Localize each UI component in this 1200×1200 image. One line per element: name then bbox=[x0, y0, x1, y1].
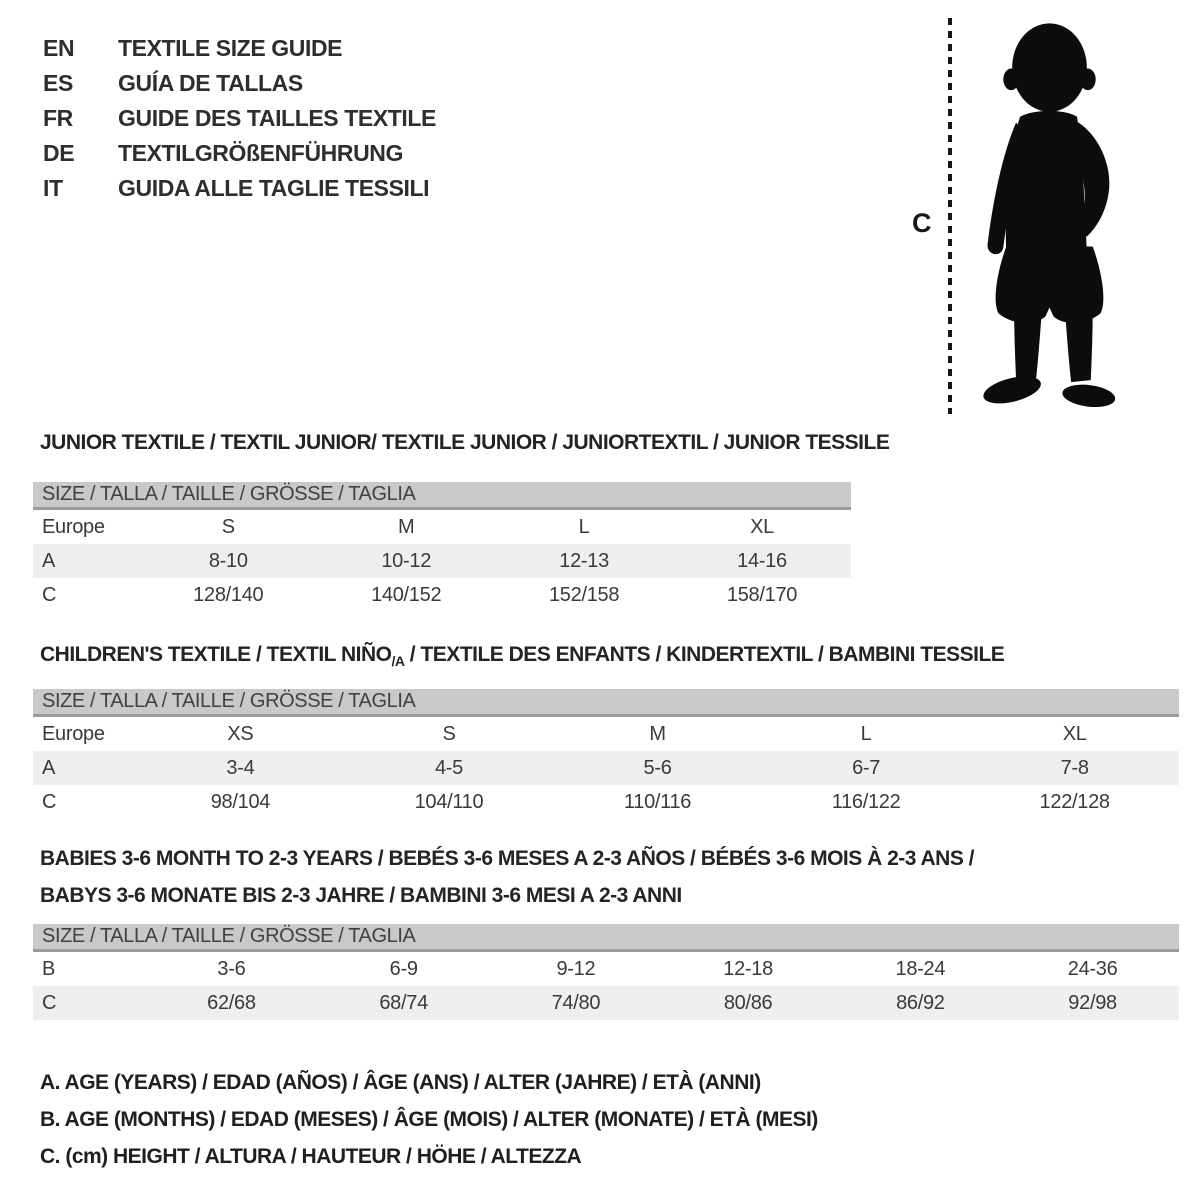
table-cell: 140/152 bbox=[371, 583, 442, 606]
column-header: XL bbox=[1062, 722, 1087, 745]
junior-size-table bbox=[33, 482, 851, 612]
junior-section-title: JUNIOR TEXTILE / TEXTIL JUNIOR/ TEXTILE JUNIOR / JUNIORTEXTIL / JUNIOR TESSILE bbox=[40, 431, 890, 454]
table-cell: 158/170 bbox=[726, 583, 798, 606]
table-cell: 3-4 bbox=[226, 756, 255, 779]
table-cell: 18-24 bbox=[895, 957, 946, 980]
table-cell: 7-8 bbox=[1060, 756, 1089, 779]
column-header: XS bbox=[227, 722, 254, 745]
legend-line-age-years: A. AGE (YEARS) / EDAD (AÑOS) / ÂGE (ANS) / ALTER (JAHRE) / ETÀ (ANNI) bbox=[40, 1071, 761, 1094]
column-header: M bbox=[649, 722, 666, 745]
row-label: C bbox=[42, 790, 57, 813]
children-title-pre: CHILDREN'S TEXTILE / TEXTIL NIÑO bbox=[40, 643, 392, 666]
table-cell: 80/86 bbox=[723, 991, 773, 1014]
height-measure-dashed-line bbox=[948, 18, 952, 414]
guide-title-fr: GUIDE DES TAILLES TEXTILE bbox=[118, 105, 436, 131]
height-measure-label: C bbox=[912, 208, 932, 238]
row-label: B bbox=[42, 957, 56, 980]
table-row-columns bbox=[33, 510, 851, 544]
size-header-bar: SIZE / TALLA / TAILLE / GRÖSSE / TAGLIA bbox=[33, 482, 851, 510]
table-cell: 9-12 bbox=[556, 957, 596, 980]
table-row-height bbox=[33, 986, 1179, 1020]
table-cell: 14-16 bbox=[737, 549, 787, 572]
children-title-post: / TEXTILE DES ENFANTS / KINDERTEXTIL / BAMBINI TESSILE bbox=[404, 643, 1005, 666]
table-cell: 62/68 bbox=[207, 991, 256, 1014]
lang-code: FR bbox=[43, 105, 73, 131]
column-header-region: Europe bbox=[42, 515, 105, 538]
guide-title-es: GUÍA DE TALLAS bbox=[118, 70, 303, 96]
lang-code: DE bbox=[43, 140, 75, 166]
table-cell: 86/92 bbox=[896, 991, 945, 1014]
table-row-age bbox=[33, 751, 1179, 785]
babies-size-table bbox=[33, 924, 1179, 1020]
row-label: A bbox=[42, 756, 56, 779]
legend-block bbox=[40, 1064, 818, 1175]
row-label: A bbox=[42, 549, 56, 572]
table-row-height bbox=[33, 785, 1179, 819]
children-section-title bbox=[40, 643, 1004, 669]
table-cell: 5-6 bbox=[643, 756, 672, 779]
table-row-columns bbox=[33, 717, 1179, 751]
table-cell: 110/116 bbox=[623, 790, 692, 813]
children-size-table bbox=[33, 689, 1179, 819]
guide-title-en: TEXTILE SIZE GUIDE bbox=[118, 35, 343, 61]
column-header: S bbox=[442, 722, 456, 745]
table-cell: 12-13 bbox=[559, 549, 609, 572]
table-row-age bbox=[33, 544, 851, 578]
table-cell: 74/80 bbox=[551, 991, 601, 1014]
table-cell: 152/158 bbox=[548, 583, 620, 606]
column-header: L bbox=[578, 515, 590, 538]
table-cell: 10-12 bbox=[381, 549, 432, 572]
table-cell: 3-6 bbox=[217, 957, 246, 980]
babies-section-title bbox=[40, 840, 974, 914]
lang-row-es bbox=[43, 66, 436, 101]
children-title-subscript: /A bbox=[391, 653, 405, 669]
table-cell: 122/128 bbox=[1039, 790, 1110, 813]
table-cell: 116/122 bbox=[831, 790, 901, 813]
table-cell: 92/98 bbox=[1068, 991, 1117, 1014]
size-header-bar: SIZE / TALLA / TAILLE / GRÖSSE / TAGLIA bbox=[33, 689, 1179, 717]
guide-title-it: GUIDA ALLE TAGLIE TESSILI bbox=[118, 175, 430, 201]
table-cell: 68/74 bbox=[379, 991, 428, 1014]
row-label: C bbox=[42, 583, 57, 606]
size-header-bar: SIZE / TALLA / TAILLE / GRÖSSE / TAGLIA bbox=[33, 924, 1179, 952]
legend-line-age-months: B. AGE (MONTHS) / EDAD (MESES) / ÂGE (MOIS) / ALTER (MONATE) / ETÀ (MESI) bbox=[40, 1108, 818, 1131]
lang-row-fr bbox=[43, 101, 436, 136]
babies-title-line1: BABIES 3-6 MONTH TO 2-3 YEARS / BEBÉS 3-6 MESES A 2-3 AÑOS / BÉBÉS 3-6 MOIS À 2-3 ANS / bbox=[40, 847, 975, 870]
lang-row-en bbox=[43, 31, 436, 66]
table-cell: 4-5 bbox=[434, 756, 463, 779]
column-header: S bbox=[221, 515, 235, 538]
babies-title-line2: BABYS 3-6 MONATE BIS 2-3 JAHRE / BAMBINI 3-6 MESI A 2-3 ANNI bbox=[40, 884, 682, 907]
table-row-age-months bbox=[33, 952, 1179, 986]
table-cell: 8-10 bbox=[208, 549, 248, 572]
table-cell: 128/140 bbox=[193, 583, 264, 606]
language-title-block bbox=[43, 31, 436, 206]
lang-row-de bbox=[43, 136, 436, 171]
table-cell: 98/104 bbox=[210, 790, 271, 813]
lang-row-it bbox=[43, 171, 436, 206]
legend-line-height: C. (cm) HEIGHT / ALTURA / HAUTEUR / HÖHE / ALTEZZA bbox=[40, 1145, 582, 1168]
table-cell: 6-9 bbox=[389, 957, 418, 980]
row-label: C bbox=[42, 991, 57, 1014]
lang-code: EN bbox=[43, 35, 75, 61]
table-cell: 12-18 bbox=[723, 957, 773, 980]
column-header: M bbox=[398, 515, 415, 538]
table-cell: 24-36 bbox=[1067, 957, 1118, 980]
lang-code: ES bbox=[43, 70, 73, 96]
column-header: L bbox=[860, 722, 872, 745]
toddler-silhouette-icon bbox=[963, 16, 1135, 414]
lang-code: IT bbox=[43, 175, 63, 201]
column-header-region: Europe bbox=[42, 722, 105, 745]
table-cell: 6-7 bbox=[852, 756, 881, 779]
guide-title-de: TEXTILGRÖßENFÜHRUNG bbox=[118, 140, 403, 166]
table-row-height bbox=[33, 578, 851, 612]
table-cell: 104/110 bbox=[414, 790, 484, 813]
column-header: XL bbox=[750, 515, 774, 538]
